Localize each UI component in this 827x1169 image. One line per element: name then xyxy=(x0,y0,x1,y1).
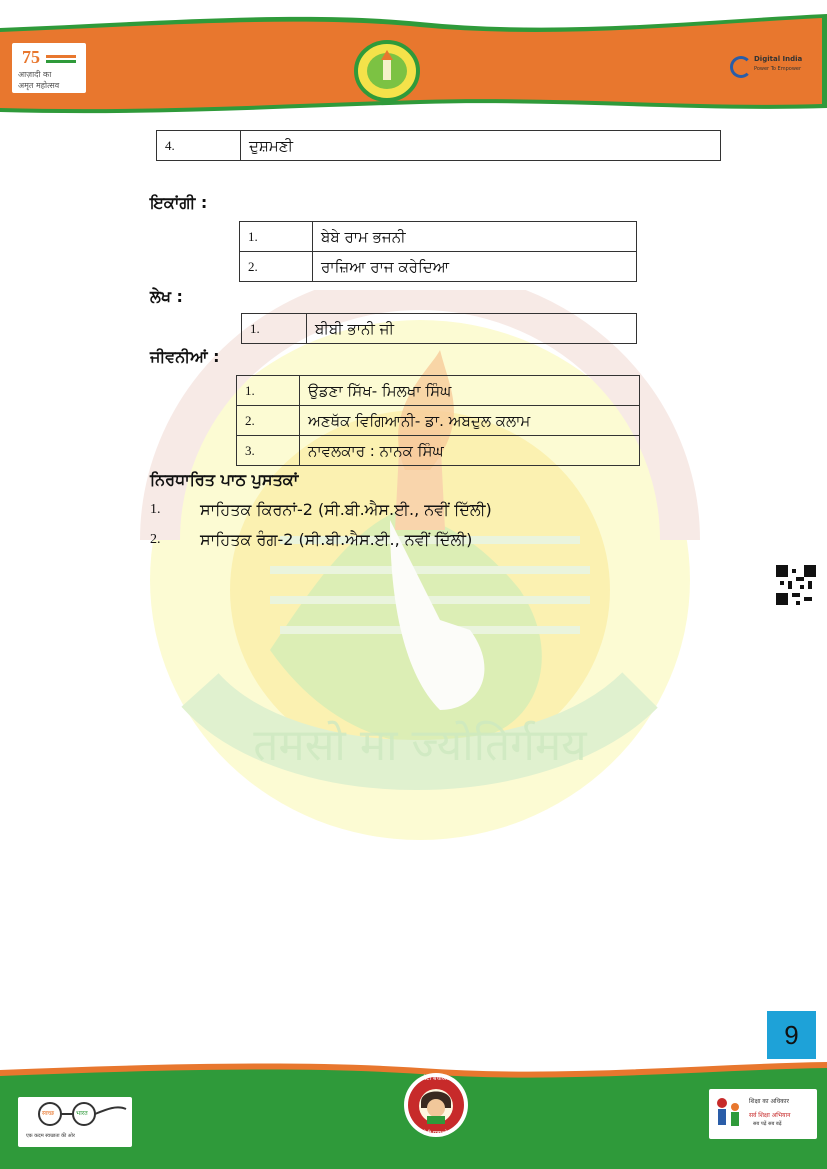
logo-line2: अमृत महोत्सव xyxy=(18,81,60,90)
swachh-word: स्वच्छ xyxy=(42,1110,55,1117)
swachh-tagline: एक कदम स्वच्छता की ओर xyxy=(26,1133,75,1139)
table-row xyxy=(240,252,637,282)
row-number: 3. xyxy=(237,436,300,466)
table-row xyxy=(157,131,721,161)
row-text: ਨਾਵਲਕਾਰ : ਨਾਨਕ ਸਿੰਘ xyxy=(300,436,640,466)
table-row xyxy=(242,314,637,344)
watermark-text: तमसो मा ज्योतिर्गमय xyxy=(253,720,587,771)
ekangi-table xyxy=(239,221,637,282)
row-number: 2. xyxy=(237,406,300,436)
table-row xyxy=(237,406,640,436)
beti-bachao-bottom-text: बेटी पढ़ाओ xyxy=(423,1130,448,1137)
jeevniyan-heading: ਜੀਵਨੀਆਂ : xyxy=(150,347,220,366)
row-number: 1. xyxy=(240,222,313,252)
ekangi-heading: ਇਕਾਂਗੀ : xyxy=(150,193,208,212)
row-number: 1. xyxy=(237,376,300,406)
row-text: ਉਡਣਾ ਸਿੱਖ- ਮਿਲਖਾ ਸਿੰਘ xyxy=(300,376,640,406)
logo-flag-stripes xyxy=(46,55,76,58)
sarva-shiksha-line1: शिक्षा का अधिकार xyxy=(749,1098,789,1105)
digital-india-logo xyxy=(730,52,803,82)
table-row xyxy=(240,222,637,252)
row-number: 4. xyxy=(157,131,241,161)
swachh-bharat-logo xyxy=(18,1097,132,1147)
children-reading-icon xyxy=(713,1095,743,1133)
lekh-table xyxy=(241,313,637,344)
page-number: 9 xyxy=(767,1011,816,1059)
sarva-shiksha-line3: सब पढ़ें सब बढ़ें xyxy=(753,1121,782,1127)
beti-bachao-top-text: बेटी बचाओ xyxy=(423,1075,448,1082)
logo-75-mark: 75 xyxy=(22,47,40,67)
board-emblem-icon xyxy=(354,40,420,102)
row-text: ਦੁਸ਼ਮਣੀ xyxy=(241,131,721,161)
digital-india-sub: Power To Empower xyxy=(754,66,802,72)
digital-india-text: Digital India xyxy=(754,55,803,63)
row-text: ਅਣਥੱਕ ਵਿਗਿਆਨੀ- ਡਾ. ਅਬਦੁਲ ਕਲਾਮ xyxy=(300,406,640,436)
sarva-shiksha-line2: सर्व शिक्षा अभियान xyxy=(749,1112,791,1119)
row-text: ਬੇਬੇ ਰਾਮ ਭਜਨੀ xyxy=(313,222,637,252)
row-text: ਰਾਜ਼ਿਆ ਰਾਜ ਕਰੇਦਿਆ xyxy=(313,252,637,282)
row-number: 2. xyxy=(240,252,313,282)
spectacles-icon xyxy=(22,1101,128,1127)
logo-line1: आज़ादी का xyxy=(18,70,52,79)
top-table xyxy=(156,130,721,161)
row-text: ਬੀਬੀ ਭਾਨੀ ਜੀ xyxy=(307,314,637,344)
sarva-shiksha-logo xyxy=(709,1089,817,1139)
table-row xyxy=(237,376,640,406)
row-number: 1. xyxy=(242,314,307,344)
list-number: 2. xyxy=(150,532,161,547)
azadi-ka-amrit-mahotsav-logo xyxy=(12,43,86,93)
jeevniyan-table xyxy=(236,375,640,466)
list-number: 1. xyxy=(150,502,161,517)
books-heading: ਨਿਰਧਾਰਿਤ ਪਾਠ ਪੁਸਤਕਾਂ xyxy=(150,470,299,489)
qr-code-icon xyxy=(776,565,816,605)
digital-india-icon xyxy=(730,56,752,78)
logo-flag-stripes-2 xyxy=(46,60,76,63)
list-text: ਸਾਹਿਤਕ ਰੰਗ-2 (ਸੀ.ਬੀ.ਐਸ.ਈ., ਨਵੀਂ ਦਿੱਲੀ) xyxy=(200,530,473,549)
list-text: ਸਾਹਿਤਕ ਕਿਰਨਾਂ-2 (ਸੀ.ਬੀ.ਐਸ.ਈ., ਨਵੀਂ ਦਿੱਲੀ) xyxy=(200,500,492,519)
board-watermark xyxy=(140,290,700,850)
table-row xyxy=(237,436,640,466)
lekh-heading: ਲੇਖ : xyxy=(150,287,183,306)
bharat-word: भारत xyxy=(76,1110,88,1117)
